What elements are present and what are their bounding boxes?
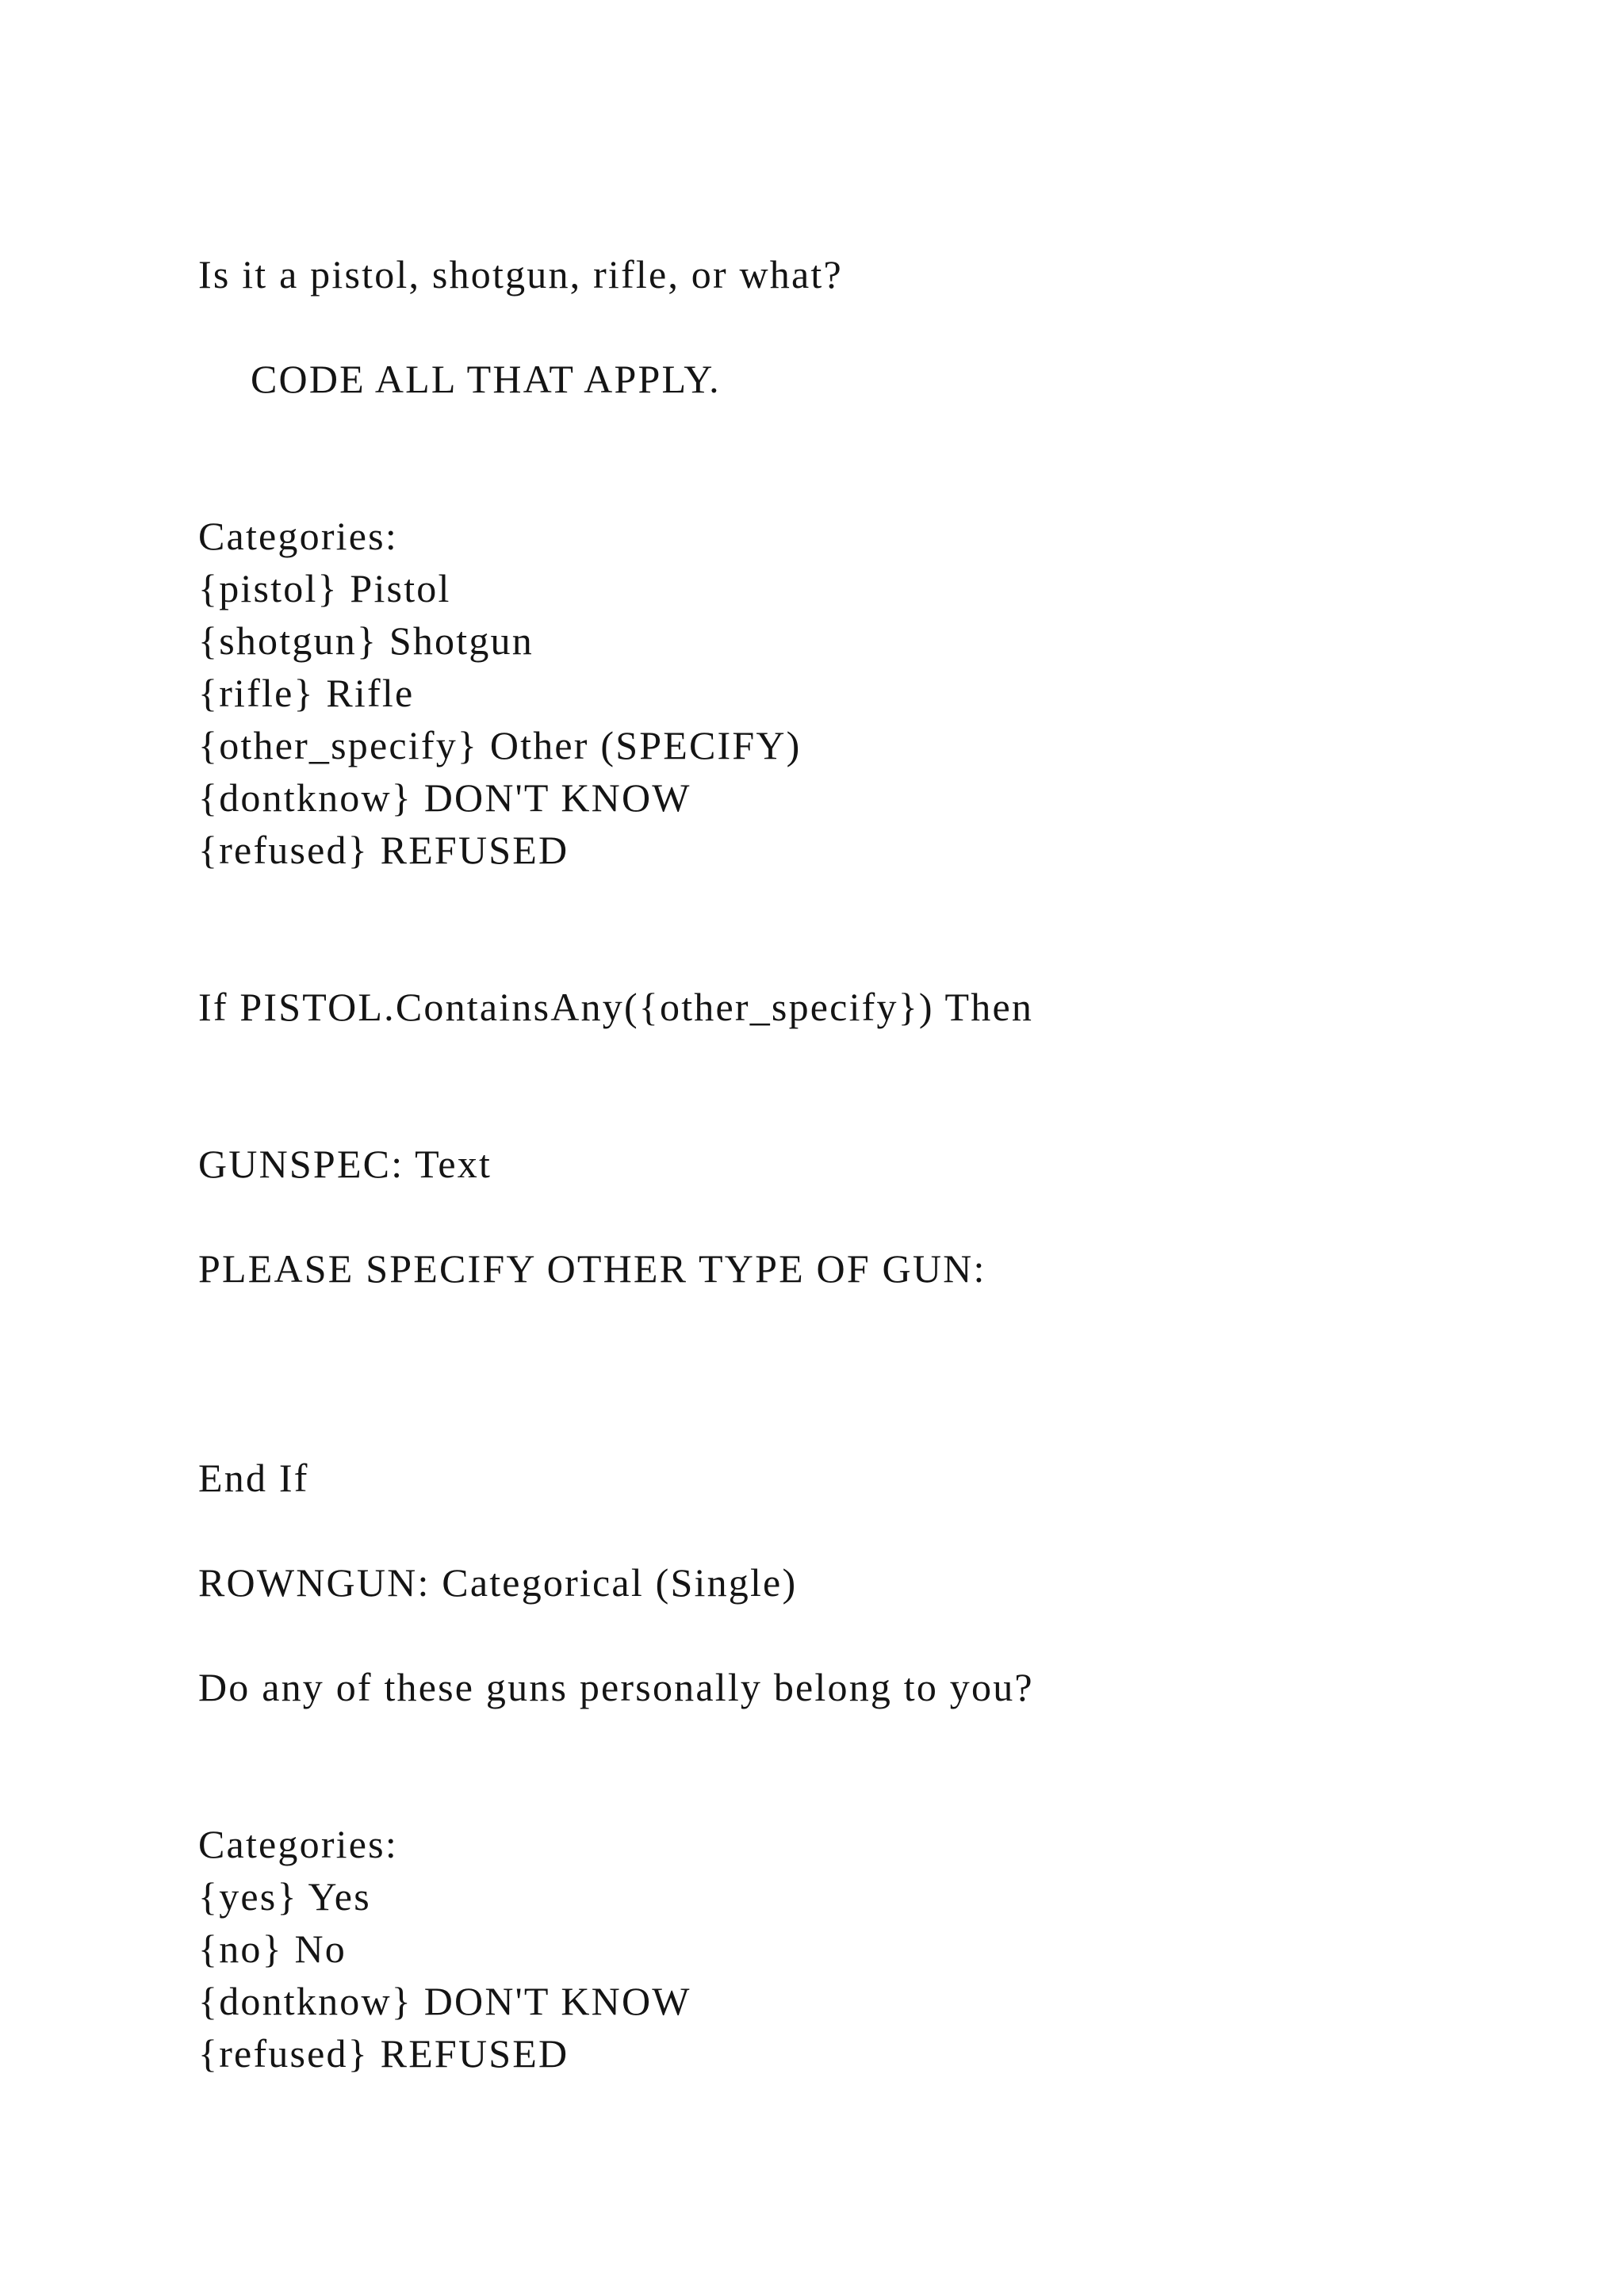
if-condition: If PISTOL.ContainsAny({other_specify}) Then — [198, 985, 1034, 1029]
category-item: {refused} REFUSED — [198, 2031, 569, 2076]
category-item: {rifle} Rifle — [198, 671, 415, 715]
category-item: {dontknow} DON'T KNOW — [198, 1979, 691, 2023]
category-item: {yes} Yes — [198, 1874, 371, 1919]
variable-rowngun: ROWNGUN: Categorical (Single) — [198, 1560, 798, 1605]
category-item: {no} No — [198, 1927, 347, 1971]
category-item: {other_specify} Other (SPECIFY) — [198, 723, 802, 767]
end-if: End If — [198, 1456, 309, 1500]
category-item: {shotgun} Shotgun — [198, 618, 534, 663]
question-ownership: Do any of these guns personally belong to you? — [198, 1665, 1034, 1709]
specify-prompt: PLEASE SPECIFY OTHER TYPE OF GUN: — [198, 1246, 986, 1291]
question-gun-type: Is it a pistol, shotgun, rifle, or what? — [198, 252, 843, 297]
categories-heading: Categories: — [198, 514, 398, 558]
category-item: {pistol} Pistol — [198, 566, 451, 610]
interviewer-instruction: CODE ALL THAT APPLY. — [251, 357, 721, 401]
category-item: {dontknow} DON'T KNOW — [198, 775, 691, 820]
category-item: {refused} REFUSED — [198, 828, 569, 872]
categories-heading: Categories: — [198, 1822, 398, 1866]
variable-gunspec: GUNSPEC: Text — [198, 1142, 492, 1186]
